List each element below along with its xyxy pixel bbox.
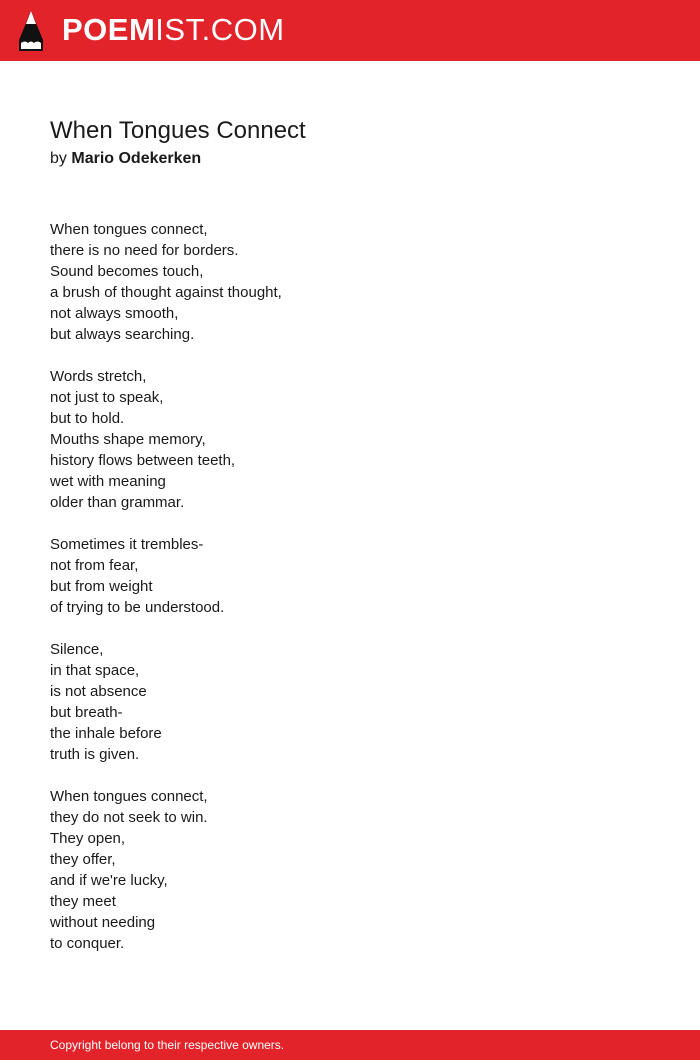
poem-line: When tongues connect, [50,788,208,805]
poem-line: not from fear, [50,557,139,574]
copyright-text: Copyright belong to their respective owners. [50,1038,285,1052]
logo-light-text: IST.COM [155,12,285,47]
poem-line: wet with meaning [50,473,166,490]
poem-line: older than grammar. [50,494,185,511]
site-logo[interactable] [62,12,285,48]
poem-line: They open, [50,830,126,847]
poem-title: When Tongues Connect [50,117,306,144]
poem-line: Mouths shape memory, [50,431,206,448]
poem-stanza [50,219,650,345]
site-header [0,0,700,61]
poem-line: they meet [50,893,116,910]
poem-line: in that space, [50,662,140,679]
poem-line: and if we're lucky, [50,872,168,889]
byline [50,149,201,169]
poem-line: Sound becomes touch, [50,263,204,280]
poem-line: Silence, [50,641,104,658]
poem-line: but from weight [50,578,153,595]
by-label: by [50,150,67,167]
poem-line: Words stretch, [50,368,147,385]
logo-bold-text: POEM [62,12,156,47]
poem-line: but to hold. [50,410,125,427]
poem-stanza [50,366,650,513]
site-footer [0,1030,700,1060]
poem-stanza [50,534,650,618]
poem-line: is not absence [50,683,147,700]
poem-line: there is no need for borders. [50,242,239,259]
poem-line: truth is given. [50,746,140,763]
poem-line: a brush of thought against thought, [50,284,282,301]
poem-line: not always smooth, [50,305,179,322]
poem-line: to conquer. [50,935,125,952]
poem-line: history flows between teeth, [50,452,236,469]
poem-stanza [50,639,650,765]
poem-line: not just to speak, [50,389,164,406]
author-name: Mario Odekerken [71,150,202,167]
poem-line: Sometimes it trembles- [50,536,204,553]
pencil-tip-icon[interactable] [18,10,44,52]
poem-line: they offer, [50,851,116,868]
poem-line: but breath- [50,704,123,721]
poem-line: of trying to be understood. [50,599,225,616]
poem-stanza [50,786,650,954]
poem-body [50,219,650,975]
poem-line: the inhale before [50,725,162,742]
poem-line: without needing [50,914,156,931]
poem-line: When tongues connect, [50,221,208,238]
poem-line: but always searching. [50,326,195,343]
poem-line: they do not seek to win. [50,809,208,826]
